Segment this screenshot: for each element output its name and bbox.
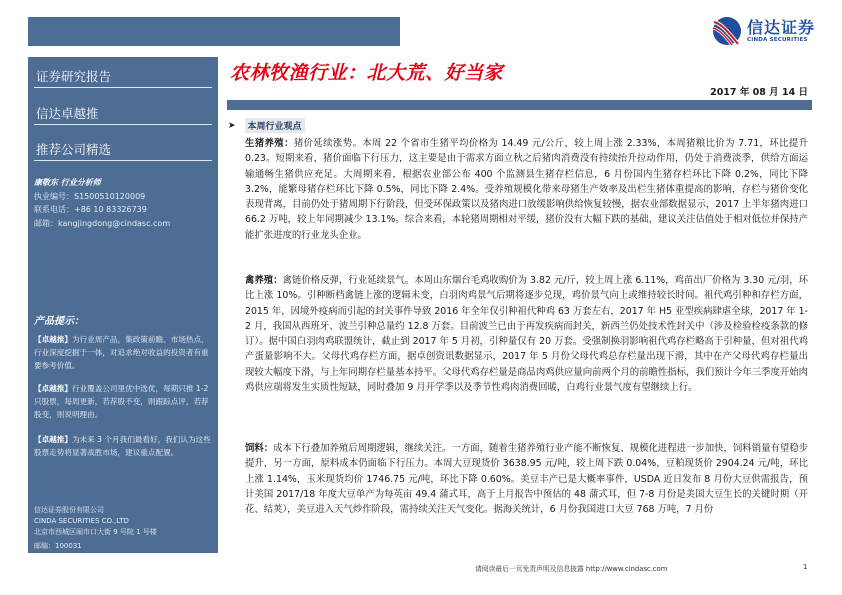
paragraph-poultry-farming — [245, 273, 808, 395]
sidebar-tab-research-report: 证券研究报告 — [34, 68, 212, 88]
hint-text: 为未来 3 个月我们最看好，我们认为这些股票走势将显著战胜市场，建议重点配置。 — [34, 435, 211, 457]
paragraph-hog-farming — [245, 136, 808, 243]
section-heading — [228, 118, 305, 133]
header-bar — [28, 17, 400, 46]
paragraph-lead: 生猪养殖： — [245, 138, 294, 149]
hint-text: 为行业周产品，集政策前瞻、市场热点、行业深度挖掘于一体，对追求绝对收益的投资者有重要参考价值。 — [34, 335, 209, 370]
analyst-name: 康敬东 行业分析师 — [34, 178, 101, 187]
footer-disclaimer[interactable]: 请阅读最后一页免责声明及信息披露 http://www.cindasc.com — [475, 565, 668, 573]
hint-text: 行业覆盖公司里优中选优，每期只推 1-2 只股票，每周更新，若荐股不变，则跟踪点评，若荐股变，则说明理由。 — [34, 384, 209, 419]
hint-tag: 【卓越推】 — [34, 335, 72, 344]
hint-tag: 【卓越推】 — [34, 384, 72, 393]
paragraph-text: 成本下行叠加养殖后周期逻辑，继续关注。一方面，随着生猪养殖行业产能不断恢复、规模化进程进一步加快，饲料销量有望稳步提升，另一方面，原料成本仍面临下行压力。本周大豆现货价 3638.95 元/吨，较上周下跌 0.04%，豆粕现货价 2904.24 元/吨，环比上涨 1.14%，玉米现货均价 1746.75 元/吨，环比下降 0.60%。美豆丰产已是大概率事件，USDA 近日发布 8 月份大豆供需报告，预计美国 2017/18 年度大豆单产为每英亩 49.4 蒲式耳，高于上月报告中预估的 48 蒲式耳，但 7-8 月份是美国大豆生长的关键时期（开花、结荚），美豆进入天气炒作阶段，需持续关注天气变化。据海关统计，6 月份我国进口大豆 768 万吨，7 月份 — [245, 443, 808, 516]
sidebar — [28, 57, 218, 553]
report-date: 2017 年 08 月 14 日 — [710, 87, 808, 98]
company-address: 北京市西城区闹市口大街 9 号院 1 号楼 — [34, 528, 157, 536]
sidebar-tab-cinda-excellence: 信达卓越推 — [34, 105, 212, 125]
analyst-license: 执业编号：S1500510120009 — [34, 191, 146, 201]
section-heading-label: 本周行业观点 — [245, 118, 305, 133]
product-hint-title: 产品提示： — [34, 316, 84, 327]
company-info — [34, 505, 157, 552]
paragraph-text: 猪价延续涨势。本周 22 个省市生猪平均价格为 14.49 元/公斤，较上周上涨 2.33%，本周猪粮比价为 7.71，环比提升 0.23。短期来看，猪价面临下行压力，这主要是由于需求方面立秋之后猪肉消费没有持续抬升拉动作用，仍处于消费淡季，供给方面运输通畅生猪供应充足。大周期来看，根据农业部公布 400 个监测县生猪存栏信息，6 月份国内生猪存栏环比下降 0.2%，同比下降 3.2%，能繁母猪存栏环比下降 0.5%，同比下降 2.4%。受养殖规模化带来母猪生产效率及出栏生猪体重提高的影响，存栏与猪价变化表现背离，目前仍处于猪周期下行阶段，但受环保政策以及猪肉进口放缓影响供给恢复较慢，据农业部数据显示，2017 上半年猪肉进口 66.2 万吨，较上年同期减少 13.1%。综合来看，本轮猪周期相对平缓，猪价没有大幅下跌的基础，建议关注估值处于相对低位并保持产能扩张进度的行业龙头企业。 — [245, 138, 808, 241]
company-name-en: CINDA SECURITIES CO.,LTD — [34, 517, 129, 525]
logo-cn-text: 信达证券 — [747, 17, 816, 37]
paragraph-feed — [245, 441, 808, 517]
paragraph-text: 禽链价格反弹，行业延续景气。本周山东烟台毛鸡收购价为 3.82 元/斤，较上周上涨 6.11%，鸡苗出厂价格为 3.30 元/羽，环比上涨 10%。引种断档禽链上涨的逻辑未变，白羽肉鸡景气后期将逐步兑现，鸡价景气向上或维持较长时间。祖代鸡引种和存栏方面，2015 年，因境外疫病而引起的封关事件导致 2016 年全年仅引种祖代种鸡 63 万套左右，2017 年 H5 亚型疾病肆虐全球，2017 年 1-2 月，我国从西班牙、波兰引种总量约 12.8 万套。目前波兰已由于再发疾病而封关，新西兰仍处技术性封关中（涉及检验检疫条款的修订）。据中国白羽肉鸡联盟统计，截止到 2017 年 5 月初，引种量仅有 20 万套。受强制换羽影响祖代鸡存栏略高于引种量，但对祖代鸡产蛋量影响不大。父母代鸡存栏方面，据卓创资讯数据显示，2017 年 5 月份父母代鸡总存栏量出现下滑，其中在产父母代鸡存栏量出现较大幅度下滑，与上年同期存栏量基本持平。父母代鸡存栏量是商品肉鸡供应量向前两个月的前瞻性指标，我们预计今年三季度开始肉鸡供应端将发生实质性短缺，同时叠加 9 月开学季以及季节性鸡肉消费回暖，白鸡行业景气度有望继续上行。 — [245, 275, 808, 394]
cinda-logo-icon — [712, 16, 742, 46]
product-hint-3 — [34, 433, 214, 459]
report-title: 农林牧渔行业：北大荒、好当家 — [230, 62, 504, 84]
sidebar-tab-recommended-companies: 推荐公司精选 — [34, 141, 212, 161]
paragraph-lead: 禽养殖： — [245, 275, 283, 286]
page-number: 1 — [803, 563, 808, 571]
cinda-logo — [712, 13, 832, 49]
product-hint-2 — [34, 382, 214, 421]
analyst-phone: 联系电话：+86 10 83326739 — [34, 205, 147, 214]
analyst-email[interactable]: 邮箱：kangjingdong@cindasc.com — [34, 218, 171, 228]
arrow-bullet-icon: ➤ — [228, 120, 236, 131]
paragraph-lead: 饲料： — [245, 443, 274, 454]
product-hint-1 — [34, 333, 214, 372]
title-divider-bar — [227, 100, 812, 110]
hint-tag: 【卓越推】 — [34, 435, 72, 444]
company-zip: 邮编：100031 — [34, 542, 82, 550]
logo-en-text: CINDA SECURITIES — [747, 36, 808, 43]
company-name-cn: 信达证券股份有限公司 — [34, 506, 104, 514]
analyst-info — [34, 176, 214, 230]
